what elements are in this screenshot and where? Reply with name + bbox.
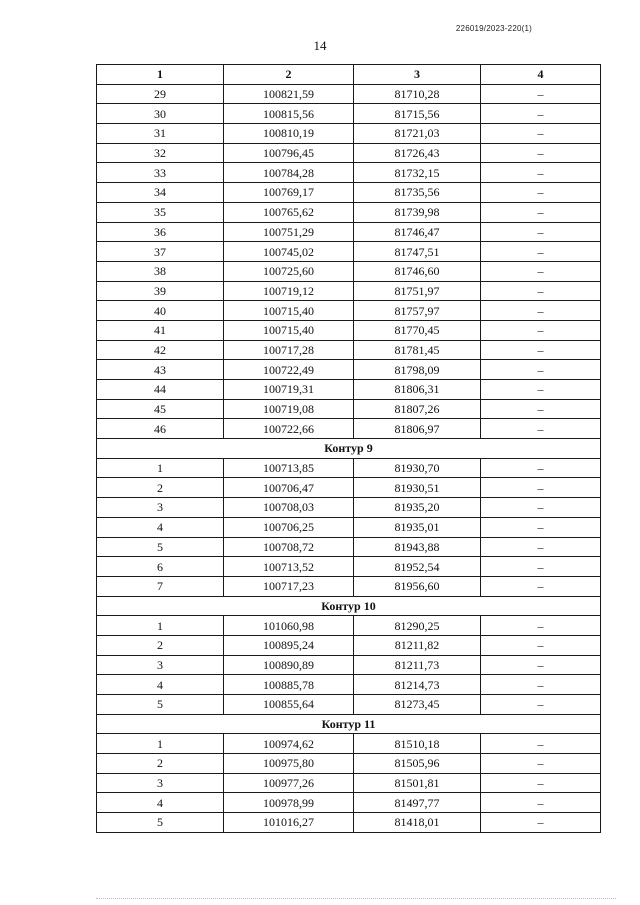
y-coordinate-cell: 81935,01: [354, 517, 481, 537]
point-number-cell: 3: [97, 655, 224, 675]
page-number: 14: [313, 38, 327, 53]
x-coordinate-cell: 100715,40: [224, 320, 354, 340]
point-number-cell: 46: [97, 419, 224, 439]
point-number-cell: 4: [97, 675, 224, 695]
column-4-cell: –: [481, 143, 601, 163]
point-number-cell: 1: [97, 458, 224, 478]
y-coordinate-cell: 81807,26: [354, 399, 481, 419]
point-number-cell: 40: [97, 301, 224, 321]
column-4-cell: –: [481, 773, 601, 793]
point-number-cell: 39: [97, 281, 224, 301]
x-coordinate-cell: 100821,59: [224, 84, 354, 104]
table-row: [97, 84, 601, 104]
section-header-row: [97, 714, 601, 734]
x-coordinate-cell: 100810,19: [224, 124, 354, 144]
table-header-row: [97, 65, 601, 85]
point-number-cell: 31: [97, 124, 224, 144]
point-number-cell: 45: [97, 399, 224, 419]
y-coordinate-cell: 81746,47: [354, 222, 481, 242]
table-row: [97, 163, 601, 183]
column-4-cell: –: [481, 537, 601, 557]
table-row: [97, 793, 601, 813]
column-4-cell: –: [481, 84, 601, 104]
y-coordinate-cell: 81735,56: [354, 183, 481, 203]
x-coordinate-cell: 100722,66: [224, 419, 354, 439]
y-coordinate-cell: 81930,51: [354, 478, 481, 498]
table-row: [97, 754, 601, 774]
point-number-cell: 32: [97, 143, 224, 163]
column-4-cell: –: [481, 320, 601, 340]
scan-footer-line: [96, 898, 616, 901]
table-row: [97, 183, 601, 203]
y-coordinate-cell: 81715,56: [354, 104, 481, 124]
point-number-cell: 3: [97, 498, 224, 518]
table-row: [97, 320, 601, 340]
x-coordinate-cell: 100769,17: [224, 183, 354, 203]
table-row: [97, 813, 601, 833]
y-coordinate-cell: 81781,45: [354, 340, 481, 360]
point-number-cell: 1: [97, 734, 224, 754]
table-row: [97, 124, 601, 144]
column-4-cell: –: [481, 695, 601, 715]
table-row: [97, 202, 601, 222]
point-number-cell: 33: [97, 163, 224, 183]
table-row: [97, 399, 601, 419]
x-coordinate-cell: 100796,45: [224, 143, 354, 163]
y-coordinate-cell: 81747,51: [354, 242, 481, 262]
column-4-cell: –: [481, 793, 601, 813]
point-number-cell: 2: [97, 635, 224, 655]
point-number-cell: 41: [97, 320, 224, 340]
x-coordinate-cell: 100895,24: [224, 635, 354, 655]
x-coordinate-cell: 100725,60: [224, 261, 354, 281]
y-coordinate-cell: 81746,60: [354, 261, 481, 281]
table-row: [97, 340, 601, 360]
point-number-cell: 44: [97, 380, 224, 400]
column-4-cell: –: [481, 380, 601, 400]
point-number-cell: 35: [97, 202, 224, 222]
table-row: [97, 695, 601, 715]
coordinates-table-body: [97, 65, 601, 833]
y-coordinate-cell: 81501,81: [354, 773, 481, 793]
x-coordinate-cell: 100765,62: [224, 202, 354, 222]
table-row: [97, 576, 601, 596]
column-4-cell: –: [481, 261, 601, 281]
column-4-cell: –: [481, 399, 601, 419]
table-row: [97, 773, 601, 793]
point-number-cell: 43: [97, 360, 224, 380]
y-coordinate-cell: 81290,25: [354, 616, 481, 636]
table-row: [97, 734, 601, 754]
column-4-cell: –: [481, 635, 601, 655]
header-cell-3: 3: [354, 65, 481, 85]
section-title: Контур 9: [97, 439, 601, 459]
table-row: [97, 261, 601, 281]
x-coordinate-cell: 100751,29: [224, 222, 354, 242]
column-4-cell: –: [481, 557, 601, 577]
x-coordinate-cell: 100722,49: [224, 360, 354, 380]
column-4-cell: –: [481, 242, 601, 262]
table-row: [97, 537, 601, 557]
y-coordinate-cell: 81930,70: [354, 458, 481, 478]
document-id: 226019/2023-220(1): [455, 24, 532, 33]
point-number-cell: 5: [97, 813, 224, 833]
table-row: [97, 222, 601, 242]
x-coordinate-cell: 100708,72: [224, 537, 354, 557]
x-coordinate-cell: 100713,85: [224, 458, 354, 478]
x-coordinate-cell: 100784,28: [224, 163, 354, 183]
y-coordinate-cell: 81497,77: [354, 793, 481, 813]
point-number-cell: 3: [97, 773, 224, 793]
point-number-cell: 1: [97, 616, 224, 636]
table-row: [97, 419, 601, 439]
point-number-cell: 4: [97, 793, 224, 813]
x-coordinate-cell: 100717,23: [224, 576, 354, 596]
y-coordinate-cell: 81505,96: [354, 754, 481, 774]
y-coordinate-cell: 81273,45: [354, 695, 481, 715]
point-number-cell: 4: [97, 517, 224, 537]
y-coordinate-cell: 81751,97: [354, 281, 481, 301]
point-number-cell: 2: [97, 478, 224, 498]
point-number-cell: 36: [97, 222, 224, 242]
table-row: [97, 655, 601, 675]
x-coordinate-cell: 100713,52: [224, 557, 354, 577]
y-coordinate-cell: 81739,98: [354, 202, 481, 222]
table-row: [97, 458, 601, 478]
section-header-row: [97, 439, 601, 459]
section-title: Контур 11: [97, 714, 601, 734]
x-coordinate-cell: 100978,99: [224, 793, 354, 813]
point-number-cell: 5: [97, 537, 224, 557]
point-number-cell: 6: [97, 557, 224, 577]
x-coordinate-cell: 100885,78: [224, 675, 354, 695]
x-coordinate-cell: 100706,47: [224, 478, 354, 498]
point-number-cell: 38: [97, 261, 224, 281]
x-coordinate-cell: 100974,62: [224, 734, 354, 754]
column-4-cell: –: [481, 675, 601, 695]
y-coordinate-cell: 81798,09: [354, 360, 481, 380]
y-coordinate-cell: 81710,28: [354, 84, 481, 104]
y-coordinate-cell: 81726,43: [354, 143, 481, 163]
column-4-cell: –: [481, 655, 601, 675]
header-cell-1: 1: [97, 65, 224, 85]
column-4-cell: –: [481, 281, 601, 301]
table-row: [97, 104, 601, 124]
x-coordinate-cell: 101016,27: [224, 813, 354, 833]
column-4-cell: –: [481, 616, 601, 636]
point-number-cell: 30: [97, 104, 224, 124]
point-number-cell: 2: [97, 754, 224, 774]
y-coordinate-cell: 81732,15: [354, 163, 481, 183]
section-title: Контур 10: [97, 596, 601, 616]
x-coordinate-cell: 100715,40: [224, 301, 354, 321]
table-row: [97, 143, 601, 163]
point-number-cell: 29: [97, 84, 224, 104]
x-coordinate-cell: 100745,02: [224, 242, 354, 262]
x-coordinate-cell: 101060,98: [224, 616, 354, 636]
point-number-cell: 42: [97, 340, 224, 360]
column-4-cell: –: [481, 478, 601, 498]
y-coordinate-cell: 81956,60: [354, 576, 481, 596]
column-4-cell: –: [481, 163, 601, 183]
x-coordinate-cell: 100708,03: [224, 498, 354, 518]
table-row: [97, 616, 601, 636]
column-4-cell: –: [481, 104, 601, 124]
table-row: [97, 242, 601, 262]
x-coordinate-cell: 100719,31: [224, 380, 354, 400]
table-row: [97, 517, 601, 537]
point-number-cell: 37: [97, 242, 224, 262]
y-coordinate-cell: 81211,73: [354, 655, 481, 675]
column-4-cell: –: [481, 360, 601, 380]
section-header-row: [97, 596, 601, 616]
y-coordinate-cell: 81770,45: [354, 320, 481, 340]
x-coordinate-cell: 100719,12: [224, 281, 354, 301]
y-coordinate-cell: 81510,18: [354, 734, 481, 754]
x-coordinate-cell: 100855,64: [224, 695, 354, 715]
y-coordinate-cell: 81806,31: [354, 380, 481, 400]
header-cell-4: 4: [481, 65, 601, 85]
column-4-cell: –: [481, 813, 601, 833]
column-4-cell: –: [481, 517, 601, 537]
table-row: [97, 478, 601, 498]
header-cell-2: 2: [224, 65, 354, 85]
y-coordinate-cell: 81214,73: [354, 675, 481, 695]
table-row: [97, 498, 601, 518]
y-coordinate-cell: 81935,20: [354, 498, 481, 518]
x-coordinate-cell: 100977,26: [224, 773, 354, 793]
x-coordinate-cell: 100717,28: [224, 340, 354, 360]
y-coordinate-cell: 81418,01: [354, 813, 481, 833]
point-number-cell: 7: [97, 576, 224, 596]
table-row: [97, 557, 601, 577]
x-coordinate-cell: 100815,56: [224, 104, 354, 124]
point-number-cell: 5: [97, 695, 224, 715]
column-4-cell: –: [481, 301, 601, 321]
column-4-cell: –: [481, 419, 601, 439]
column-4-cell: –: [481, 340, 601, 360]
y-coordinate-cell: 81806,97: [354, 419, 481, 439]
table-row: [97, 635, 601, 655]
y-coordinate-cell: 81721,03: [354, 124, 481, 144]
column-4-cell: –: [481, 576, 601, 596]
column-4-cell: –: [481, 183, 601, 203]
column-4-cell: –: [481, 498, 601, 518]
column-4-cell: –: [481, 222, 601, 242]
table-row: [97, 675, 601, 695]
y-coordinate-cell: 81952,54: [354, 557, 481, 577]
x-coordinate-cell: 100890,89: [224, 655, 354, 675]
y-coordinate-cell: 81943,88: [354, 537, 481, 557]
table-row: [97, 301, 601, 321]
point-number-cell: 34: [97, 183, 224, 203]
table-row: [97, 360, 601, 380]
column-4-cell: –: [481, 124, 601, 144]
y-coordinate-cell: 81211,82: [354, 635, 481, 655]
table-row: [97, 380, 601, 400]
x-coordinate-cell: 100975,80: [224, 754, 354, 774]
coordinates-table: [96, 64, 601, 833]
y-coordinate-cell: 81757,97: [354, 301, 481, 321]
x-coordinate-cell: 100719,08: [224, 399, 354, 419]
x-coordinate-cell: 100706,25: [224, 517, 354, 537]
column-4-cell: –: [481, 734, 601, 754]
column-4-cell: –: [481, 458, 601, 478]
column-4-cell: –: [481, 202, 601, 222]
column-4-cell: –: [481, 754, 601, 774]
table-row: [97, 281, 601, 301]
